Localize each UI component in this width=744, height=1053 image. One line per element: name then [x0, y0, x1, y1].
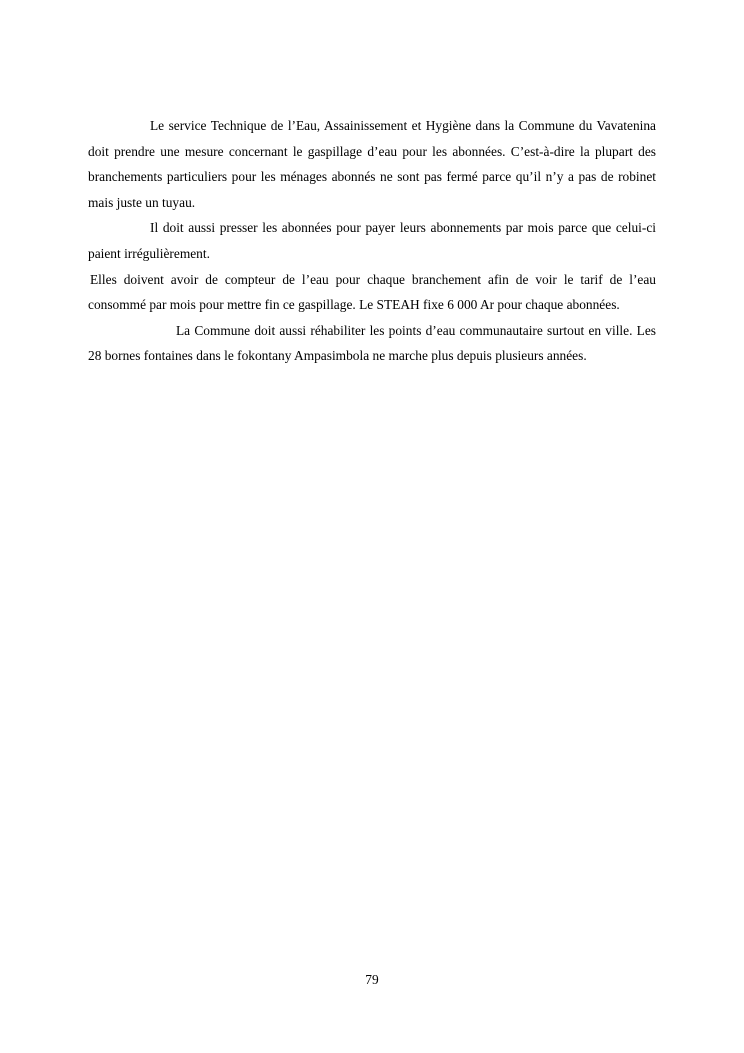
paragraph-subscriptions: Il doit aussi presser les abonnées pour payer leurs abonnements par mois parce que celui-ci paient irrégulièrement. — [88, 220, 656, 261]
page-number: 79 — [365, 972, 379, 987]
paragraph-meters: Elles doivent avoir de compteur de l’eau pour chaque branchement afin de voir le tarif de l’eau consommé par mois pour mettre fin ce gaspillage. Le STEAH fixe 6 000 Ar pour chaque abonnées. — [88, 271, 656, 313]
paragraph-rehabilitation: La Commune doit aussi réhabiliter les points d’eau communautaire surtout en ville. Les 28 bornes fontaines dans le fokontany Ampasimbola ne marche plus depuis plusieurs années. — [88, 322, 656, 364]
paragraph-water-service: Le service Technique de l’Eau, Assainissement et Hygiène dans la Commune du Vavatenina doit prendre une mesure concernant le gaspillage d’eau pour les abonnées. C’est-à-dire la plupart des branchements particuliers pour les ménages abonnés ne sont pas fermé parce qu’il n’y a pas de robinet mais juste un tuyau. — [88, 118, 656, 210]
body-text — [88, 113, 656, 369]
